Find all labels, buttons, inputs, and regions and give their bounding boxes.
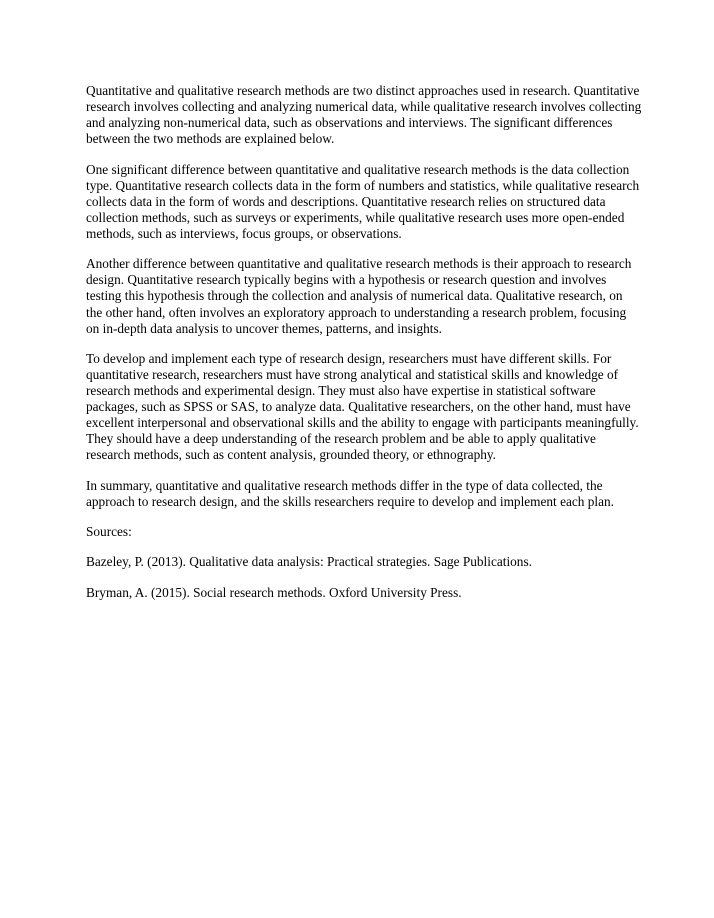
paragraph-data-collection: One significant difference between quantitative and qualitative research methods is the data collection type. Quantitative research collects data in the form of numbers and statistics, while qualitative research collects data in the form of words and descriptions. Quantitative research relies on structured data collection methods, such as surveys or experiments, while qualitative research uses more open-ended methods, such as interviews, focus groups, or observations.: [86, 161, 640, 241]
paragraph-summary: In summary, quantitative and qualitative research methods differ in the type of data collected, the approach to research design, and the skills researchers require to develop and implement each plan.: [86, 477, 614, 509]
sources-heading: Sources:: [86, 524, 132, 540]
paragraph-intro: Quantitative and qualitative research methods are two distinct approaches used in research. Quantitative research involves collecting and analyzing numerical data, while qualitative research involves collecting and analyzing non-numerical data, such as observations and interviews. The significant differences between the two methods are explained below.: [86, 83, 642, 147]
paragraph-skills: To develop and implement each type of research design, researchers must have different skills. For quantitative research, researchers must have strong analytical and statistical skills and knowledge of research methods and experimental design. They must also have expertise in statistical software packages, such as SPSS or SAS, to analyze data. Qualitative researchers, on the other hand, must have excellent interpersonal and observational skills and the ability to engage with participants meaningfully. They should have a deep understanding of the research problem and be able to apply qualitative research methods, such as content analysis, grounded theory, or ethnography.: [86, 350, 639, 463]
paragraph-research-design: Another difference between quantitative and qualitative research methods is their approach to research design. Quantitative research typically begins with a hypothesis or research question and involves testing this hypothesis through the collection and analysis of numerical data. Qualitative research, on the other hand, often involves an exploratory approach to understanding a research problem, focusing on in-depth data analysis to uncover themes, patterns, and insights.: [86, 256, 632, 336]
source-entry: Bazeley, P. (2013). Qualitative data analysis: Practical strategies. Sage Publications.: [86, 554, 532, 570]
document-body: [86, 83, 642, 615]
source-entry: Bryman, A. (2015). Social research methods. Oxford University Press.: [86, 584, 462, 600]
